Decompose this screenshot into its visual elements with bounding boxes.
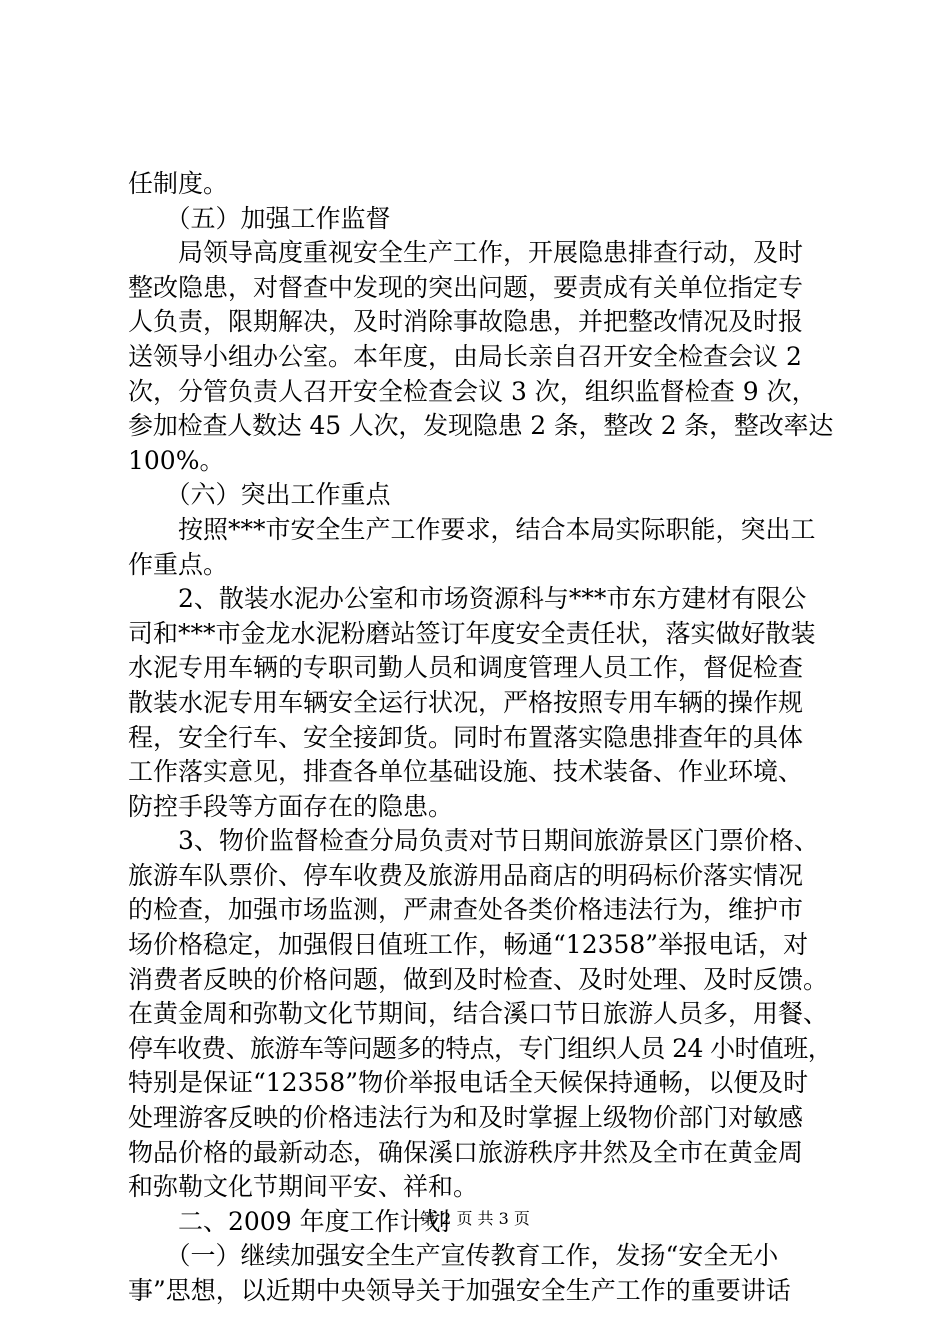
text-line: 的检查，加强市场监测，严肃查处各类价格违法行为，维护市 [128,895,804,925]
text-line: 2、散装水泥办公室和市场资源科与***市东方建材有限公 [128,584,807,614]
text-line: 物品价格的最新动态，确保溪口旅游秩序井然及全市在黄金周 [128,1137,804,1167]
text-line: 人负责，限期解决，及时消除事故隐患，并把整改情况及时报 [128,307,804,337]
text-line: 事”思想，以近期中央领导关于加强安全生产工作的重要讲话 [128,1276,791,1305]
text-line: 旅游车队票价、停车收费及旅游用品商店的明码标价落实情况 [128,860,804,890]
text-line: 送领导小组办公室。本年度，由局长亲自召开安全检查会议 2 [128,341,802,371]
text-line: （六）突出工作重点 [128,480,391,510]
text-line: 局领导高度重视安全生产工作，开展隐患排查行动，及时 [128,238,804,268]
text-line: （一）继续加强安全生产宣传教育工作，发扬“安全无小 [128,1241,779,1271]
text-line: 二、2009 年度工作计划 [128,1206,450,1236]
text-line: 散装水泥专用车辆安全运行状况，严格按照专用车辆的操作规 [128,687,804,717]
text-line: 停车收费、旅游车等问题多的特点，专门组织人员 24 小时值班， [128,1033,833,1063]
page-footer: 第 2 页 共 3 页 [420,1209,530,1228]
text-line: 3、物价监督检查分局负责对节日期间旅游景区门票价格、 [128,826,819,856]
text-line: 按照***市安全生产工作要求，结合本局实际职能，突出工 [128,514,816,544]
text-line: 整改隐患，对督查中发现的突出问题，要责成有关单位指定专 [128,272,804,302]
text-line: 程，安全行车、安全接卸货。同时布置落实隐患排查年的具体 [128,722,804,752]
text-line: 和弥勒文化节期间平安、祥和。 [128,1172,479,1202]
text-line: 工作落实意见，排查各单位基础设施、技术装备、作业环境、 [128,757,804,787]
text-line: 防控手段等方面存在的隐患。 [128,791,454,821]
text-line: 场价格稳定，加强假日值班工作，畅通“12358”举报电话，对 [128,930,809,960]
text-line: （五）加强工作监督 [128,203,391,233]
text-line: 司和***市金龙水泥粉磨站签订年度安全责任状，落实做好散装 [128,618,816,648]
text-line: 在黄金周和弥勒文化节期间，结合溪口节日旅游人员多，用餐、 [128,999,829,1029]
text-line: 作重点。 [128,549,229,579]
text-line: 处理游客反映的价格违法行为和及时掌握上级物价部门对敏感 [128,1103,804,1133]
text-line: 参加检查人数达 45 人次，发现隐患 2 条，整改 2 条，整改率达 [128,411,833,441]
document-body [128,167,833,1309]
text-line: 水泥专用车辆的专职司勤人员和调度管理人员工作，督促检查 [128,653,804,683]
text-line: 100%。 [128,445,225,475]
text-line: 任制度。 [128,169,229,198]
text-line: 次，分管负责人召开安全检查会议 3 次，组织监督检查 9 次， [128,376,817,406]
text-line: 特别是保证“12358”物价举报电话全天候保持通畅，以便及时 [128,1068,809,1098]
text-line: 消费者反映的价格问题，做到及时检查、及时处理、及时反馈。 [128,964,829,994]
